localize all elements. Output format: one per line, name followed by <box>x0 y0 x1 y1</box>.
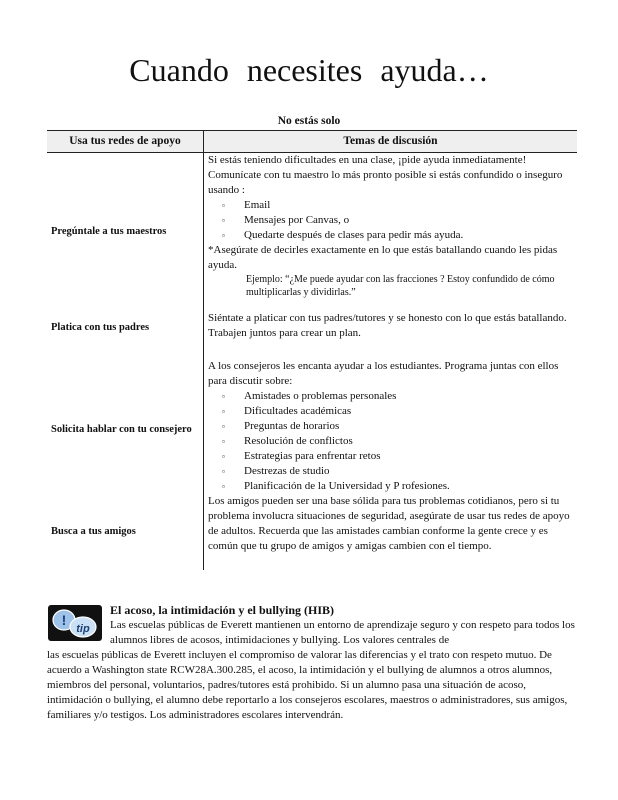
row-intro: Los amigos pueden ser una base sólida para tus problemas cotidianos, pero si tu problema involucra situaciones de seguridad, asegúrate de usar tus redes de apoyo de adultos. Recuerda que las amistades cambian conforme la gente crece y es común que tu grupo de amigos y amigas cambien con el tiempo. <box>208 494 570 552</box>
list-item: ▫ Resolución de conflictos <box>222 434 573 449</box>
support-table <box>47 130 577 570</box>
list-item: ▫ Estrategias para enfrentar retos <box>222 449 573 464</box>
col-header-support: Usa tus redes de apoyo <box>47 131 204 153</box>
list-item: ▫ Destrezas de studio <box>222 464 573 479</box>
bullet-list <box>208 198 573 243</box>
page-subtitle: No estás solo <box>277 115 341 127</box>
list-item: ▫ Mensajes por Canvas, o <box>222 213 573 228</box>
row-intro: Si estás teniendo dificultades en una clase, ¡pide ayuda inmediatamente! Comunícate con tu maestro lo más pronto posible si estás confundido o inseguro usando : <box>208 154 563 196</box>
list-item: ▫ Quedarte después de clases para pedir más ayuda. <box>222 228 573 243</box>
list-item: ▫ Email <box>222 198 573 213</box>
row-body-counselor <box>204 345 578 494</box>
row-body-friends <box>204 494 578 570</box>
row-body-teachers <box>204 153 578 311</box>
list-item: ▫ Dificultades académicas <box>222 404 573 419</box>
table-row <box>47 311 577 345</box>
table-row <box>47 494 577 570</box>
hib-text-rest: las escuelas públicas de Everett incluyen el compromiso de valorar las diferencias y el trato con respeto mutuo. De acuerdo a Washington state RCW28A.300.285, el acoso, la intimidación y el bullying de alumnos a otros alumnos, miembros del personal, voluntarios, padres/tutores está prohibido. Si un alumno pasa una situación de acoso, intimidación o bullying, el alumno debe reportarlo a los consejeros escolares, maestros o administradores, sus amigos, familiares y/o testigos. Los administradores escolares intervendrán. <box>47 649 568 721</box>
table-row <box>47 153 577 311</box>
list-item: ▫ Amistades o problemas personales <box>222 389 573 404</box>
col-header-topics: Temas de discusión <box>204 131 578 153</box>
row-intro: A los consejeros les encanta ayudar a los estudiantes. Programa juntas con ellos para discutir sobre: <box>208 359 559 387</box>
hib-text-first: Las escuelas públicas de Everett mantienen un entorno de aprendizaje seguro y con respeto para todos los alumnos libres de acosos, intimidaciones y bullying. Los valores centrales de <box>110 619 575 646</box>
bullet-list <box>208 389 573 494</box>
table-row <box>47 345 577 494</box>
page-title: Cuando necesites ayuda… <box>129 52 489 88</box>
row-label-friends: Busca a tus amigos <box>51 526 136 537</box>
row-note: *Asegúrate de decirles exactamente en lo que estás batallando cuando les pidas ayuda. <box>208 244 558 271</box>
row-label-counselor: Solicita hablar con tu consejero <box>51 423 192 435</box>
hib-paragraph <box>47 618 575 723</box>
list-item: ▫ Preguntas de horarios <box>222 419 573 434</box>
row-example: Ejemplo: “¿Me puede ayudar con las fracciones ? Estoy confundido de cómo multiplicarlas y dividirlas.” <box>246 274 555 298</box>
hib-title: El acoso, la intimidación y el bullying (HIB) <box>110 603 335 617</box>
row-label-teachers: Pregúntale a tus maestros <box>51 226 167 238</box>
row-intro: Siéntate a platicar con tus padres/tutores y se honesto con lo que estás batallando. Trabajen juntos para crear un plan. <box>208 311 567 339</box>
row-body-parents <box>204 311 578 345</box>
row-label-parents: Platica con tus padres <box>51 322 150 333</box>
list-item: ▫ Planificación de la Universidad y P rofesiones. <box>222 479 573 494</box>
table-header-row <box>47 131 577 153</box>
svg-text:tip: tip <box>76 623 90 635</box>
svg-text:!: ! <box>61 612 67 628</box>
